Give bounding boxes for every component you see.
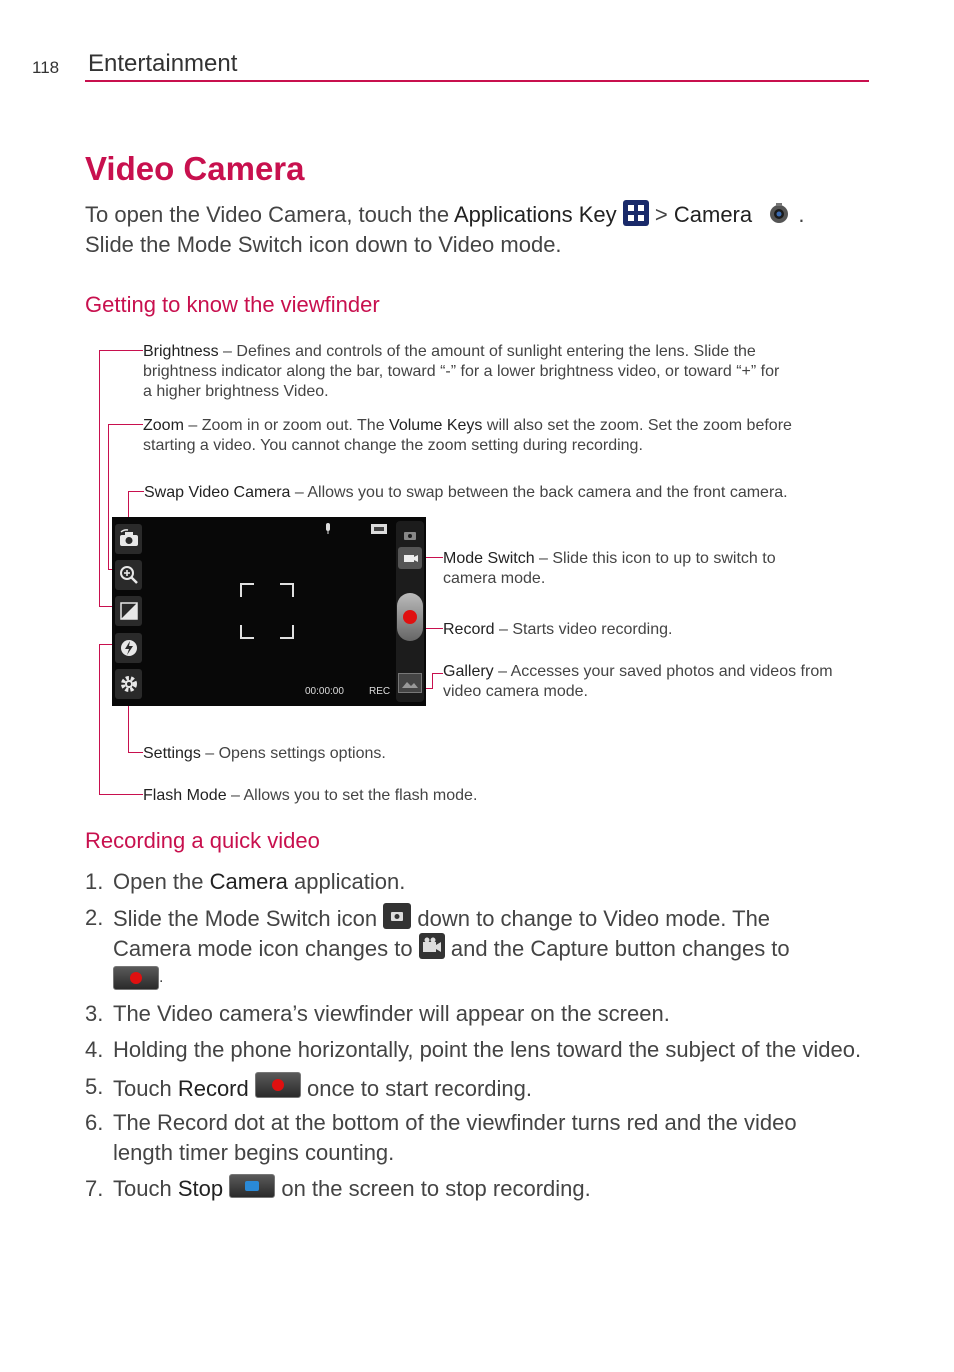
- separator: >: [654, 202, 668, 227]
- focus-bracket: [280, 583, 294, 597]
- zoom-text: will also set the zoom. Set the zoom before: [482, 417, 792, 434]
- step-text: Slide the Mode Switch icon: [113, 906, 384, 931]
- microphone-icon: [324, 522, 332, 540]
- leader-line: [426, 688, 433, 689]
- record-button[interactable]: [397, 593, 423, 641]
- leader-line: [128, 491, 129, 518]
- zoom-text: starting a video. You cannot change the zoom setting during recording.: [143, 437, 643, 454]
- mode-switch-text: – Slide this icon to up to switch to: [534, 550, 776, 567]
- swap-camera-callout: [144, 483, 788, 503]
- leader-line: [99, 350, 143, 351]
- zoom-icon: [115, 560, 142, 590]
- step-number: 5.: [85, 1074, 104, 1099]
- settings-term: Settings: [143, 745, 201, 762]
- flash-mode-icon: [115, 633, 142, 663]
- step-text: Open the: [113, 869, 210, 894]
- zoom-term: Zoom: [143, 417, 184, 434]
- step-5: [85, 1072, 885, 1102]
- brightness-text: – Defines and controls of the amount of sunlight entering the lens. Slide the: [218, 343, 756, 360]
- viewfinder-screenshot: [112, 517, 426, 706]
- step-text: The Video camera’s viewfinder will appear on the screen.: [113, 1001, 670, 1026]
- zoom-text: – Zoom in or zoom out. The: [183, 417, 390, 434]
- mode-switch-callout: [443, 549, 776, 589]
- step-text: Touch: [113, 1076, 178, 1101]
- settings-icon: [115, 669, 142, 699]
- step-text: Camera mode icon changes to: [113, 936, 419, 961]
- swap-camera-term: Swap Video Camera: [144, 484, 291, 501]
- record-text: – Starts video recording.: [494, 621, 673, 638]
- mode-switch-term: Mode Switch: [443, 550, 535, 567]
- gallery-term: Gallery: [443, 663, 494, 680]
- step-text: length timer begins counting.: [113, 1140, 395, 1165]
- focus-bracket: [240, 583, 254, 597]
- stop-key: Stop: [177, 1176, 224, 1201]
- rec-indicator: REC: [369, 686, 391, 697]
- leader-line: [99, 794, 143, 795]
- gallery-callout: [443, 662, 833, 702]
- brightness-term: Brightness: [143, 343, 219, 360]
- step-text: Touch: [113, 1176, 178, 1201]
- section-title: Entertainment: [88, 50, 238, 77]
- brightness-text: brightness indicator along the bar, toward “-” for a lower brightness video, or toward “+” for: [143, 363, 780, 380]
- settings-callout: [143, 744, 386, 764]
- gallery-text: – Accesses your saved photos and videos from: [493, 663, 833, 680]
- step-number: 1.: [85, 869, 104, 894]
- capture-record-icon: [113, 966, 159, 990]
- record-button-icon: [255, 1072, 301, 1098]
- step-text: down to change to Video mode. The: [411, 906, 771, 931]
- leader-line: [99, 644, 100, 795]
- step-text: once to start recording.: [300, 1076, 532, 1101]
- intro-line-2: Slide the Mode Switch icon down to Video mode.: [85, 232, 562, 257]
- gallery-thumbnail[interactable]: [398, 673, 422, 693]
- leader-line: [432, 673, 433, 689]
- video-camera-icon: [419, 933, 445, 959]
- step-number: 2.: [85, 905, 104, 930]
- leader-line: [108, 424, 143, 425]
- stop-button-icon: [229, 1174, 275, 1198]
- settings-text: – Opens settings options.: [200, 745, 386, 762]
- storage-icon: [371, 521, 387, 539]
- mode-switch-text: camera mode.: [443, 570, 546, 587]
- brightness-icon: [115, 596, 142, 626]
- mode-switch-icon: [383, 903, 411, 929]
- intro-period: .: [798, 202, 805, 227]
- step-text: on the screen to stop recording.: [275, 1176, 591, 1201]
- step-number: 7.: [85, 1176, 104, 1201]
- flash-mode-text: – Allows you to set the flash mode.: [226, 787, 478, 804]
- step-text: Holding the phone horizontally, point the lens toward the subject of the video.: [113, 1037, 862, 1062]
- step-3: [85, 999, 885, 1029]
- applications-key-icon: [623, 200, 649, 226]
- flash-mode-term: Flash Mode: [143, 787, 227, 804]
- swap-camera-icon: [115, 524, 142, 554]
- leader-line: [432, 673, 443, 674]
- focus-bracket: [280, 625, 294, 639]
- leader-line: [128, 752, 143, 753]
- step-2: [85, 903, 885, 993]
- step-text: and the Capture button changes to: [444, 936, 790, 961]
- leader-line: [99, 350, 100, 607]
- control-bar: [396, 521, 424, 702]
- leader-line: [424, 628, 443, 629]
- record-key: Record: [177, 1076, 249, 1101]
- step-7: [85, 1174, 885, 1204]
- step-4: [85, 1035, 885, 1065]
- applications-key-label: Applications Key: [453, 202, 617, 227]
- step-number: 4.: [85, 1037, 104, 1062]
- step-text: The Record dot at the bottom of the viewfinder turns red and the video: [113, 1110, 797, 1135]
- focus-bracket: [240, 625, 254, 639]
- page-title: Video Camera: [85, 150, 305, 187]
- leader-line: [99, 606, 113, 607]
- leader-line: [99, 644, 113, 645]
- record-term: Record: [443, 621, 495, 638]
- camera-mode-icon: [404, 527, 416, 545]
- recording-heading: Recording a quick video: [85, 828, 320, 853]
- page-number: 118: [32, 58, 60, 77]
- leader-line: [128, 705, 129, 752]
- step-text: application.: [287, 869, 406, 894]
- camera-app-icon: [766, 200, 792, 226]
- recording-timer: 00:00:00: [305, 686, 344, 697]
- flash-mode-callout: [143, 786, 477, 806]
- intro-text: To open the Video Camera, touch the: [85, 202, 450, 227]
- mode-switch-icon[interactable]: [398, 547, 422, 569]
- swap-camera-text: – Allows you to swap between the back camera and the front camera.: [290, 484, 788, 501]
- step-1: [85, 867, 885, 897]
- brightness-text: a higher brightness Video.: [143, 383, 329, 400]
- zoom-callout: [143, 416, 792, 456]
- header-rule: [85, 80, 869, 82]
- leader-line: [108, 424, 109, 570]
- record-callout: [443, 620, 672, 640]
- step-6: [85, 1108, 885, 1168]
- step-number: 6.: [85, 1110, 104, 1135]
- volume-keys-term: Volume Keys: [389, 417, 483, 434]
- gallery-text: video camera mode.: [443, 683, 588, 700]
- camera-key: Camera: [209, 869, 288, 894]
- intro-line-1: [85, 200, 805, 228]
- camera-label: Camera: [673, 202, 753, 227]
- viewfinder-heading: Getting to know the viewfinder: [85, 292, 380, 317]
- step-number: 3.: [85, 1001, 104, 1026]
- record-dot: [403, 610, 417, 624]
- step-text: .: [159, 969, 164, 986]
- brightness-callout: [143, 342, 779, 402]
- leader-line: [128, 491, 144, 492]
